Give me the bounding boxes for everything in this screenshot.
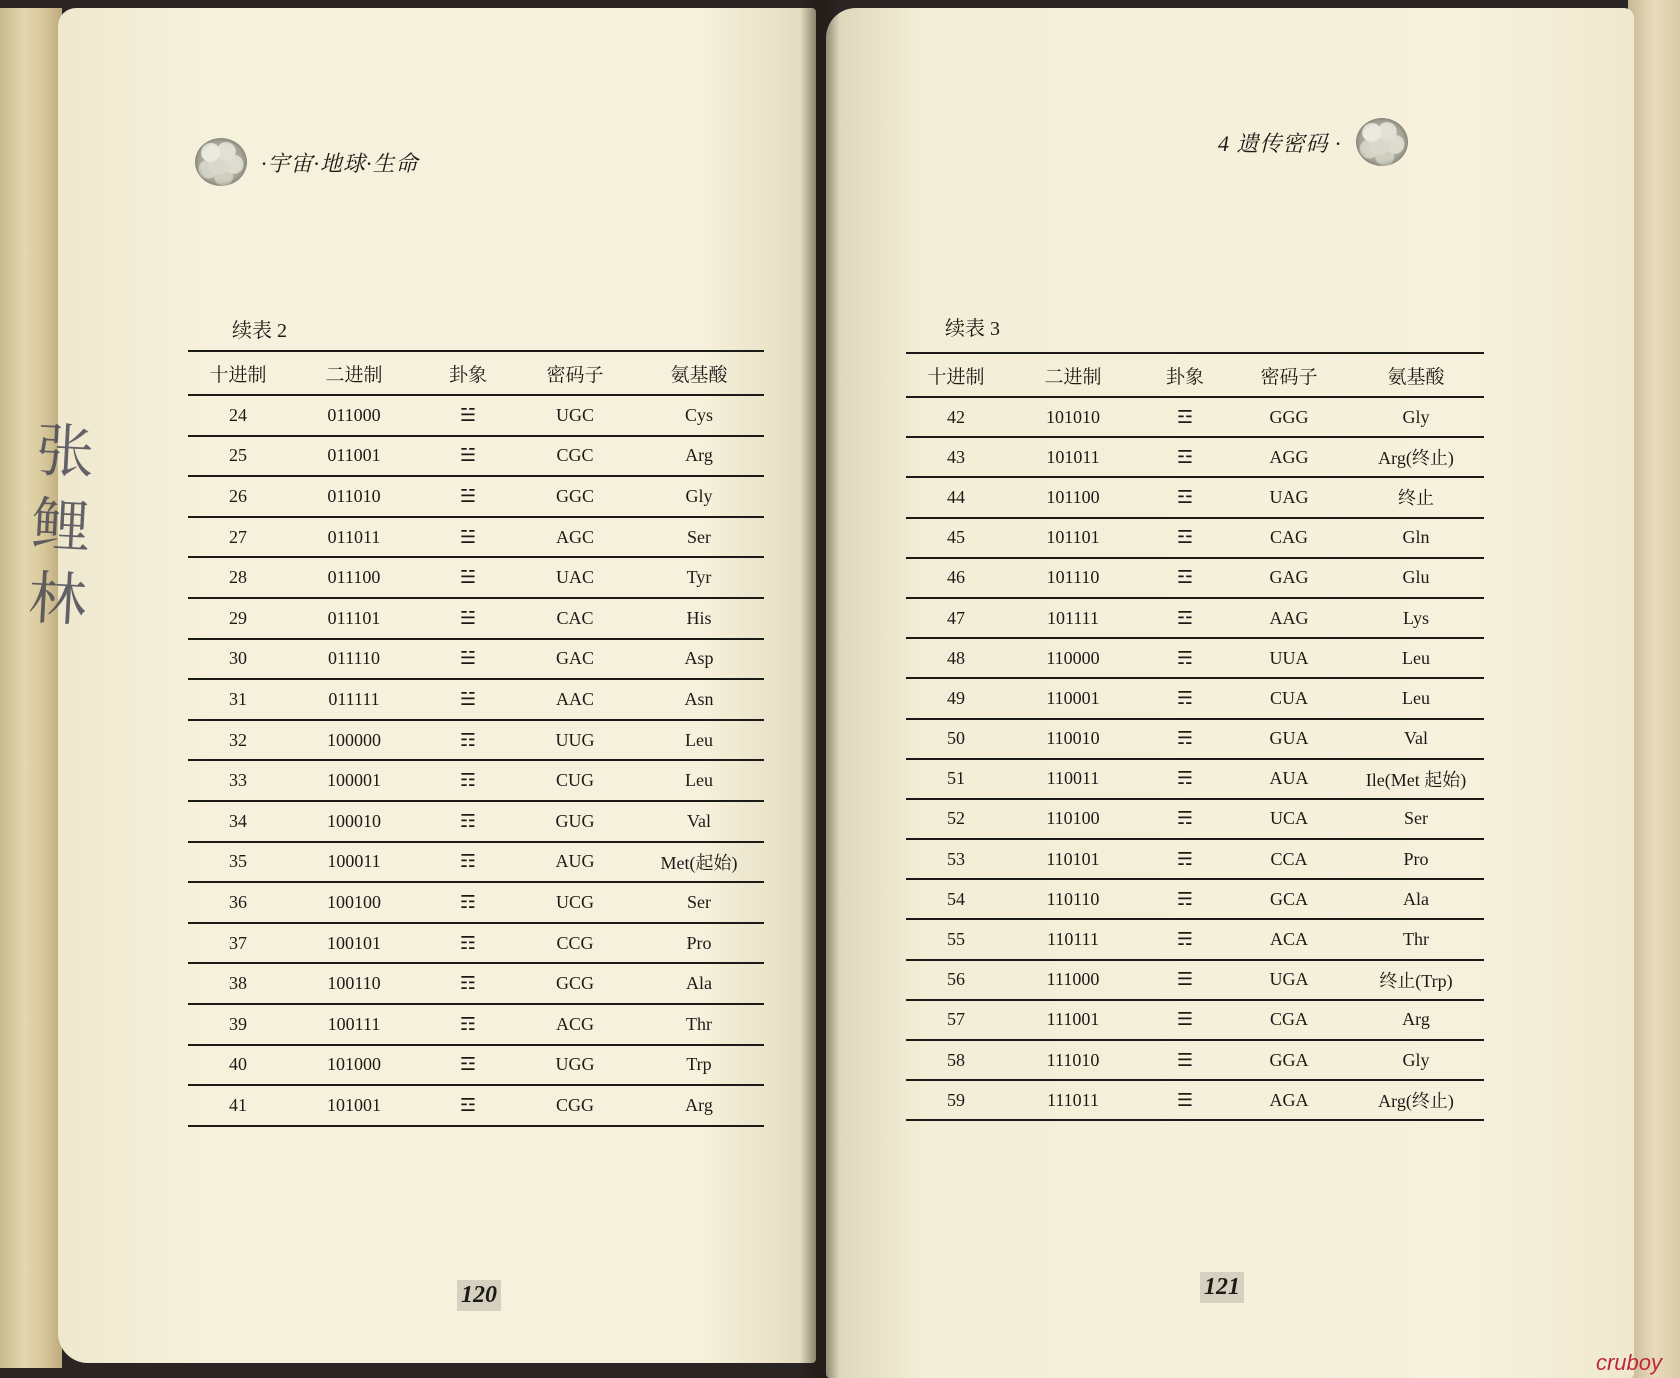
cell-codon: UCG [516, 882, 634, 923]
cell-amino-acid: 终止(Trp) [1348, 960, 1484, 1000]
cell-binary: 011110 [288, 639, 420, 680]
cell-codon: CGA [1230, 1000, 1348, 1040]
cell-codon: GUA [1230, 719, 1348, 759]
table-row [188, 476, 764, 517]
cell-codon: GGA [1230, 1040, 1348, 1080]
cell-binary: 111010 [1006, 1040, 1140, 1080]
right-header-text: 4 遗传密码 · [1218, 130, 1342, 156]
cell-amino-acid: Arg(终止) [1348, 437, 1484, 477]
cell-decimal: 36 [188, 882, 288, 923]
trigram-icon: ☴ [1140, 759, 1230, 799]
cell-amino-acid: Thr [634, 1004, 764, 1045]
trigram-icon: ☲ [420, 1045, 516, 1086]
table-row [906, 598, 1484, 638]
cell-binary: 011010 [288, 476, 420, 517]
trigram-icon: ☰ [1140, 1000, 1230, 1040]
trigram-icon: ☰ [1140, 960, 1230, 1000]
cell-codon: CCG [516, 923, 634, 964]
trigram-icon: ☶ [420, 842, 516, 883]
col-header-binary: 二进制 [1006, 353, 1140, 397]
table-row [906, 678, 1484, 718]
cell-amino-acid: 终止 [1348, 477, 1484, 517]
cell-amino-acid: Ile(Met 起始) [1348, 759, 1484, 799]
cell-binary: 101110 [1006, 558, 1140, 598]
cell-amino-acid: Thr [1348, 919, 1484, 959]
cell-codon: CAG [1230, 518, 1348, 558]
trigram-icon: ☴ [1140, 879, 1230, 919]
table-row [906, 518, 1484, 558]
trigram-icon: ☴ [1140, 678, 1230, 718]
trigram-icon: ☲ [1140, 558, 1230, 598]
table-row [188, 842, 764, 883]
cell-amino-acid: Ser [634, 882, 764, 923]
table-row [188, 1085, 764, 1126]
cell-amino-acid: Gly [634, 476, 764, 517]
cell-amino-acid: Arg [634, 436, 764, 477]
table-row [188, 882, 764, 923]
cell-binary: 011011 [288, 517, 420, 558]
cell-decimal: 50 [906, 719, 1006, 759]
cell-amino-acid: Ser [634, 517, 764, 558]
cell-amino-acid: Tyr [634, 557, 764, 598]
cell-decimal: 48 [906, 638, 1006, 678]
table-header-row [188, 351, 764, 395]
cell-amino-acid: Arg [1348, 1000, 1484, 1040]
trigram-icon: ☶ [420, 882, 516, 923]
cell-decimal: 25 [188, 436, 288, 477]
cell-codon: ACG [516, 1004, 634, 1045]
cell-decimal: 31 [188, 679, 288, 720]
cell-decimal: 55 [906, 919, 1006, 959]
table-row [188, 436, 764, 477]
cell-decimal: 32 [188, 720, 288, 761]
codon-table-right [906, 352, 1484, 1121]
right-table-title: 续表 3 [945, 318, 1000, 340]
cell-codon: AGG [1230, 437, 1348, 477]
cell-amino-acid: Glu [1348, 558, 1484, 598]
cell-decimal: 27 [188, 517, 288, 558]
cell-codon: UGA [1230, 960, 1348, 1000]
cell-amino-acid: Gly [1348, 397, 1484, 437]
cell-codon: AUG [516, 842, 634, 883]
cell-codon: GUG [516, 801, 634, 842]
cell-codon: ACA [1230, 919, 1348, 959]
trigram-icon: ☶ [420, 801, 516, 842]
cell-amino-acid: Leu [634, 720, 764, 761]
col-header-binary: 二进制 [288, 351, 420, 395]
cell-amino-acid: Arg [634, 1085, 764, 1126]
trigram-icon: ☶ [420, 923, 516, 964]
cell-codon: CAC [516, 598, 634, 639]
cell-binary: 011101 [288, 598, 420, 639]
trigram-icon: ☲ [1140, 437, 1230, 477]
cell-decimal: 33 [188, 760, 288, 801]
trigram-icon: ☱ [420, 517, 516, 558]
cell-binary: 101101 [1006, 518, 1140, 558]
table-row [906, 1080, 1484, 1120]
cell-binary: 011100 [288, 557, 420, 598]
col-header-decimal: 十进制 [188, 351, 288, 395]
cell-amino-acid: Cys [634, 395, 764, 436]
cell-binary: 100011 [288, 842, 420, 883]
table-row [188, 720, 764, 761]
table-row [906, 477, 1484, 517]
cell-decimal: 47 [906, 598, 1006, 638]
trigram-icon: ☴ [1140, 919, 1230, 959]
cell-codon: GCG [516, 963, 634, 1004]
codon-table-left [188, 350, 764, 1127]
cell-decimal: 42 [906, 397, 1006, 437]
cell-decimal: 52 [906, 799, 1006, 839]
table-row [906, 1000, 1484, 1040]
trigram-icon: ☶ [420, 1004, 516, 1045]
left-page-header [195, 138, 419, 186]
cell-amino-acid: Ala [634, 963, 764, 1004]
book-page-edges-right [1628, 0, 1680, 1378]
cell-amino-acid: Val [1348, 719, 1484, 759]
trigram-icon: ☱ [420, 557, 516, 598]
col-header-codon: 密码子 [1230, 353, 1348, 397]
col-header-amino-acid: 氨基酸 [1348, 353, 1484, 397]
table-row [906, 799, 1484, 839]
cell-codon: UCA [1230, 799, 1348, 839]
cell-amino-acid: Ser [1348, 799, 1484, 839]
left-header-text: ·宇宙·地球·生命 [261, 150, 419, 176]
trigram-icon: ☱ [420, 679, 516, 720]
cell-codon: CGG [516, 1085, 634, 1126]
cell-binary: 111011 [1006, 1080, 1140, 1120]
trigram-icon: ☱ [420, 436, 516, 477]
cell-binary: 101010 [1006, 397, 1140, 437]
cell-amino-acid: Arg(终止) [1348, 1080, 1484, 1120]
cell-codon: CUG [516, 760, 634, 801]
cell-amino-acid: Met(起始) [634, 842, 764, 883]
cell-codon: UAG [1230, 477, 1348, 517]
cell-decimal: 28 [188, 557, 288, 598]
cell-decimal: 38 [188, 963, 288, 1004]
col-header-decimal: 十进制 [906, 353, 1006, 397]
table-row [906, 719, 1484, 759]
cell-decimal: 43 [906, 437, 1006, 477]
cell-codon: GGC [516, 476, 634, 517]
table-row [906, 839, 1484, 879]
col-header-amino-acid: 氨基酸 [634, 351, 764, 395]
table-row [188, 963, 764, 1004]
page-number-left: 120 [457, 1280, 501, 1311]
cell-codon: UAC [516, 557, 634, 598]
cell-binary: 011001 [288, 436, 420, 477]
cell-amino-acid: Pro [634, 923, 764, 964]
trigram-icon: ☱ [420, 395, 516, 436]
cell-binary: 101000 [288, 1045, 420, 1086]
cell-decimal: 56 [906, 960, 1006, 1000]
trigram-icon: ☴ [1140, 839, 1230, 879]
trigram-icon: ☲ [1140, 477, 1230, 517]
cell-codon: GCA [1230, 879, 1348, 919]
cell-codon: GAC [516, 639, 634, 680]
cell-codon: CGC [516, 436, 634, 477]
table-row [906, 437, 1484, 477]
cell-decimal: 29 [188, 598, 288, 639]
cell-binary: 101111 [1006, 598, 1140, 638]
cell-codon: AAG [1230, 598, 1348, 638]
cell-codon: UGG [516, 1045, 634, 1086]
cell-decimal: 41 [188, 1085, 288, 1126]
table-row [188, 1045, 764, 1086]
trigram-icon: ☲ [1140, 397, 1230, 437]
cell-amino-acid: Ala [1348, 879, 1484, 919]
cell-amino-acid: Gly [1348, 1040, 1484, 1080]
cell-amino-acid: Leu [1348, 678, 1484, 718]
cell-binary: 011000 [288, 395, 420, 436]
table-row [906, 759, 1484, 799]
cell-binary: 110111 [1006, 919, 1140, 959]
cell-decimal: 34 [188, 801, 288, 842]
cell-codon: GAG [1230, 558, 1348, 598]
book-gutter [800, 0, 840, 1378]
cell-binary: 111000 [1006, 960, 1140, 1000]
cell-codon: AAC [516, 679, 634, 720]
molecule-logo-icon [1356, 118, 1408, 166]
cell-binary: 110011 [1006, 759, 1140, 799]
cell-binary: 110001 [1006, 678, 1140, 718]
cell-amino-acid: Gln [1348, 518, 1484, 558]
cell-decimal: 24 [188, 395, 288, 436]
cell-codon: UUA [1230, 638, 1348, 678]
table-row [906, 1040, 1484, 1080]
cell-codon: UUG [516, 720, 634, 761]
trigram-icon: ☲ [1140, 598, 1230, 638]
trigram-icon: ☱ [420, 598, 516, 639]
cell-decimal: 35 [188, 842, 288, 883]
cell-codon: AUA [1230, 759, 1348, 799]
cell-binary: 100000 [288, 720, 420, 761]
cell-binary: 100101 [288, 923, 420, 964]
trigram-icon: ☴ [1140, 799, 1230, 839]
cell-binary: 110010 [1006, 719, 1140, 759]
trigram-icon: ☲ [420, 1085, 516, 1126]
table-row [906, 558, 1484, 598]
cell-codon: CCA [1230, 839, 1348, 879]
cell-amino-acid: Leu [634, 760, 764, 801]
cell-binary: 111001 [1006, 1000, 1140, 1040]
cell-binary: 101001 [288, 1085, 420, 1126]
cell-amino-acid: Pro [1348, 839, 1484, 879]
cell-decimal: 51 [906, 759, 1006, 799]
table-row [906, 397, 1484, 437]
cell-decimal: 39 [188, 1004, 288, 1045]
cell-codon: AGC [516, 517, 634, 558]
trigram-icon: ☶ [420, 963, 516, 1004]
cell-decimal: 57 [906, 1000, 1006, 1040]
trigram-icon: ☰ [1140, 1080, 1230, 1120]
cell-decimal: 37 [188, 923, 288, 964]
cell-binary: 100100 [288, 882, 420, 923]
table-row [188, 1004, 764, 1045]
right-page-header [1218, 118, 1408, 166]
cell-amino-acid: Val [634, 801, 764, 842]
cell-binary: 100001 [288, 760, 420, 801]
table-row [906, 879, 1484, 919]
cell-decimal: 26 [188, 476, 288, 517]
cell-decimal: 30 [188, 639, 288, 680]
table-row [906, 960, 1484, 1000]
cell-decimal: 58 [906, 1040, 1006, 1080]
table-row [188, 598, 764, 639]
cell-codon: UGC [516, 395, 634, 436]
table-row [188, 801, 764, 842]
table-row [188, 760, 764, 801]
cell-codon: CUA [1230, 678, 1348, 718]
cell-codon: GGG [1230, 397, 1348, 437]
book-page-edges-left [0, 8, 62, 1368]
trigram-icon: ☱ [420, 639, 516, 680]
cell-binary: 100010 [288, 801, 420, 842]
table-row [906, 919, 1484, 959]
left-table-title: 续表 2 [232, 320, 287, 342]
cell-binary: 110000 [1006, 638, 1140, 678]
cell-decimal: 40 [188, 1045, 288, 1086]
trigram-icon: ☴ [1140, 719, 1230, 759]
cell-binary: 100110 [288, 963, 420, 1004]
trigram-icon: ☱ [420, 476, 516, 517]
trigram-icon: ☲ [1140, 518, 1230, 558]
cell-binary: 101011 [1006, 437, 1140, 477]
cell-amino-acid: Trp [634, 1045, 764, 1086]
cell-amino-acid: Lys [1348, 598, 1484, 638]
cell-binary: 110101 [1006, 839, 1140, 879]
trigram-icon: ☰ [1140, 1040, 1230, 1080]
cell-decimal: 59 [906, 1080, 1006, 1120]
cell-codon: AGA [1230, 1080, 1348, 1120]
cell-decimal: 53 [906, 839, 1006, 879]
cell-amino-acid: Asn [634, 679, 764, 720]
cell-amino-acid: Asp [634, 639, 764, 680]
cell-binary: 011111 [288, 679, 420, 720]
cell-binary: 101100 [1006, 477, 1140, 517]
watermark: cruboy [1595, 1350, 1662, 1375]
molecule-logo-icon [195, 138, 247, 186]
trigram-icon: ☶ [420, 720, 516, 761]
cell-decimal: 54 [906, 879, 1006, 919]
table-row [188, 639, 764, 680]
table-row [188, 557, 764, 598]
col-header-trigram: 卦象 [1140, 353, 1230, 397]
table-row [188, 923, 764, 964]
trigram-icon: ☴ [1140, 638, 1230, 678]
col-header-codon: 密码子 [516, 351, 634, 395]
table-row [188, 517, 764, 558]
cell-amino-acid: Leu [1348, 638, 1484, 678]
table-row [906, 638, 1484, 678]
cell-decimal: 46 [906, 558, 1006, 598]
table-header-row [906, 353, 1484, 397]
cell-decimal: 49 [906, 678, 1006, 718]
cell-binary: 110100 [1006, 799, 1140, 839]
page-number-right: 121 [1200, 1272, 1244, 1303]
cell-amino-acid: His [634, 598, 764, 639]
table-row [188, 679, 764, 720]
cell-binary: 110110 [1006, 879, 1140, 919]
trigram-icon: ☶ [420, 760, 516, 801]
table-row [188, 395, 764, 436]
cell-binary: 100111 [288, 1004, 420, 1045]
handwritten-note: 张鲤林 [16, 418, 96, 644]
cell-decimal: 45 [906, 518, 1006, 558]
col-header-trigram: 卦象 [420, 351, 516, 395]
cell-decimal: 44 [906, 477, 1006, 517]
